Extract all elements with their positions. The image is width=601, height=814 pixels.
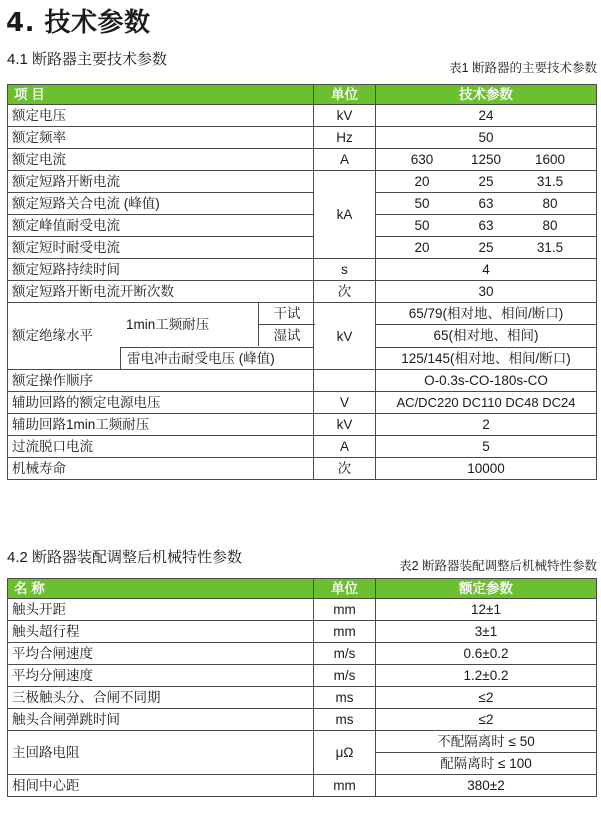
table-row (8, 643, 597, 665)
table-row (8, 621, 597, 643)
cell-unit: kV (314, 303, 376, 370)
cell-value: 10000 (376, 458, 597, 480)
cell-item: 机械寿命 (8, 458, 314, 480)
cell-unit: 次 (314, 458, 376, 480)
table-row (8, 436, 597, 458)
dry-test-label: 干试 (258, 303, 315, 325)
value-1: 50 (414, 196, 430, 211)
header-value: 技术参数 (376, 85, 597, 105)
cell-value: 0.6±0.2 (376, 643, 597, 665)
cell-item: 额定短时耐受电流 (8, 237, 314, 259)
table-row (8, 105, 597, 127)
cell-value: 24 (376, 105, 597, 127)
cell-item: 额定电流 (8, 149, 314, 171)
cell-unit: kV (314, 105, 376, 127)
cell-unit: ms (314, 709, 376, 731)
cell-item: 平均合闸速度 (8, 643, 314, 665)
cell-value: 50 (376, 127, 597, 149)
cell-item: 额定短路持续时间 (8, 259, 314, 281)
table-row (8, 127, 597, 149)
value-3: 80 (542, 218, 558, 233)
cell-unit: mm (314, 621, 376, 643)
cell-value: 配隔离时 ≤ 100 (376, 753, 597, 775)
table-row (8, 392, 597, 414)
cell-unit: A (314, 436, 376, 458)
header-item: 项 目 (8, 85, 314, 105)
cell-item: 触头开距 (8, 599, 314, 621)
cell-values (376, 215, 597, 237)
cell-value: 3±1 (376, 621, 597, 643)
cell-value: ≤2 (376, 709, 597, 731)
table-row (8, 215, 597, 237)
cell-item: 额定峰值耐受电流 (8, 215, 314, 237)
cell-unit: mm (314, 599, 376, 621)
cell-value: 125/145(相对地、相间/断口) (376, 347, 597, 369)
header-name: 名 称 (8, 579, 314, 599)
value-3: 31.5 (536, 174, 564, 189)
section2-title: 4.2 断路器装配调整后机械特性参数 (7, 549, 243, 566)
table-row (8, 149, 597, 171)
cell-value: ≤2 (376, 687, 597, 709)
table-row (8, 370, 597, 392)
table-row (8, 193, 597, 215)
cell-unit: V (314, 392, 376, 414)
header-unit: 单位 (314, 579, 376, 599)
table-row (8, 731, 597, 753)
cell-values (376, 193, 597, 215)
cell-unit: 次 (314, 281, 376, 303)
cell-item: 触头合闸弹跳时间 (8, 709, 314, 731)
section1-title: 4.1 断路器主要技术参数 (7, 51, 168, 68)
cell-item: 额定短路关合电流 (峰值) (8, 193, 314, 215)
cell-value: O-0.3s-CO-180s-CO (376, 370, 597, 392)
cell-value: 5 (376, 436, 597, 458)
page-heading: 4. 技术参数 (6, 8, 151, 38)
table2-mechanical-params (7, 578, 597, 797)
table-row (8, 709, 597, 731)
cell-value: 65/79(相对地、相间/断口) (376, 303, 597, 325)
insulation-cell (8, 303, 314, 370)
cell-values (376, 149, 597, 171)
cell-item: 额定短路开断电流 (8, 171, 314, 193)
header-unit: 单位 (314, 85, 376, 105)
cell-value: 380±2 (376, 775, 597, 797)
cell-value: 30 (376, 281, 597, 303)
cell-item: 触头超行程 (8, 621, 314, 643)
value-2: 1250 (470, 152, 502, 167)
cell-unit: s (314, 259, 376, 281)
table-row (8, 599, 597, 621)
value-1: 20 (414, 174, 430, 189)
cell-unit: m/s (314, 643, 376, 665)
cell-item: 相间中心距 (8, 775, 314, 797)
table-row (8, 281, 597, 303)
table-row (8, 237, 597, 259)
insulation-label: 额定绝缘水平 (12, 328, 93, 343)
table1-header-row (8, 85, 597, 105)
cell-value: 2 (376, 414, 597, 436)
cell-item: 三极触头分、合闸不同期 (8, 687, 314, 709)
value-1: 50 (414, 218, 430, 233)
cell-unit: μΩ (314, 731, 376, 775)
table2-caption: 表2 断路器装配调整后机械特性参数 (399, 559, 597, 573)
cell-unit: ms (314, 687, 376, 709)
cell-values (376, 237, 597, 259)
cell-item: 额定电压 (8, 105, 314, 127)
value-2: 25 (478, 240, 494, 255)
value-3: 80 (542, 196, 558, 211)
table-row (8, 665, 597, 687)
cell-unit: m/s (314, 665, 376, 687)
cell-value: 65(相对地、相间) (376, 325, 597, 347)
table-row (8, 458, 597, 480)
value-2: 63 (478, 196, 494, 211)
power-freq-label: 1min工频耐压 (126, 317, 210, 332)
cell-value: 1.2±0.2 (376, 665, 597, 687)
cell-item: 额定短路开断电流开断次数 (8, 281, 314, 303)
cell-unit: Hz (314, 127, 376, 149)
table-row (8, 687, 597, 709)
cell-unit: kA (314, 171, 376, 259)
cell-values (376, 171, 597, 193)
value-2: 63 (478, 218, 494, 233)
wet-test-label: 湿试 (258, 325, 315, 346)
table1-caption: 表1 断路器的主要技术参数 (449, 61, 597, 75)
cell-value: 不配隔离时 ≤ 50 (376, 731, 597, 753)
table1-main-params (7, 84, 597, 480)
cell-item: 额定操作顺序 (8, 370, 314, 392)
value-3: 1600 (534, 152, 566, 167)
cell-item: 辅助回路的额定电源电压 (8, 392, 314, 414)
cell-item: 额定频率 (8, 127, 314, 149)
cell-item: 辅助回路1min工频耐压 (8, 414, 314, 436)
cell-unit: mm (314, 775, 376, 797)
cell-item: 过流脱口电流 (8, 436, 314, 458)
cell-unit: kV (314, 414, 376, 436)
cell-unit (314, 370, 376, 392)
value-1: 20 (414, 240, 430, 255)
table-row (8, 775, 597, 797)
cell-unit: A (314, 149, 376, 171)
cell-item: 平均分闸速度 (8, 665, 314, 687)
table-row (8, 414, 597, 436)
cell-value: AC/DC220 DC110 DC48 DC24 (376, 392, 597, 414)
cell-value: 4 (376, 259, 597, 281)
cell-item: 主回路电阻 (8, 731, 314, 775)
value-1: 630 (410, 152, 434, 167)
header-rated: 额定参数 (376, 579, 597, 599)
table-row (8, 171, 597, 193)
value-2: 25 (478, 174, 494, 189)
lightning-label: 雷电冲击耐受电压 (峰值) (120, 347, 314, 369)
table-row (8, 303, 597, 325)
cell-value: 12±1 (376, 599, 597, 621)
value-3: 31.5 (536, 240, 564, 255)
table-row (8, 259, 597, 281)
table2-header-row (8, 579, 597, 599)
